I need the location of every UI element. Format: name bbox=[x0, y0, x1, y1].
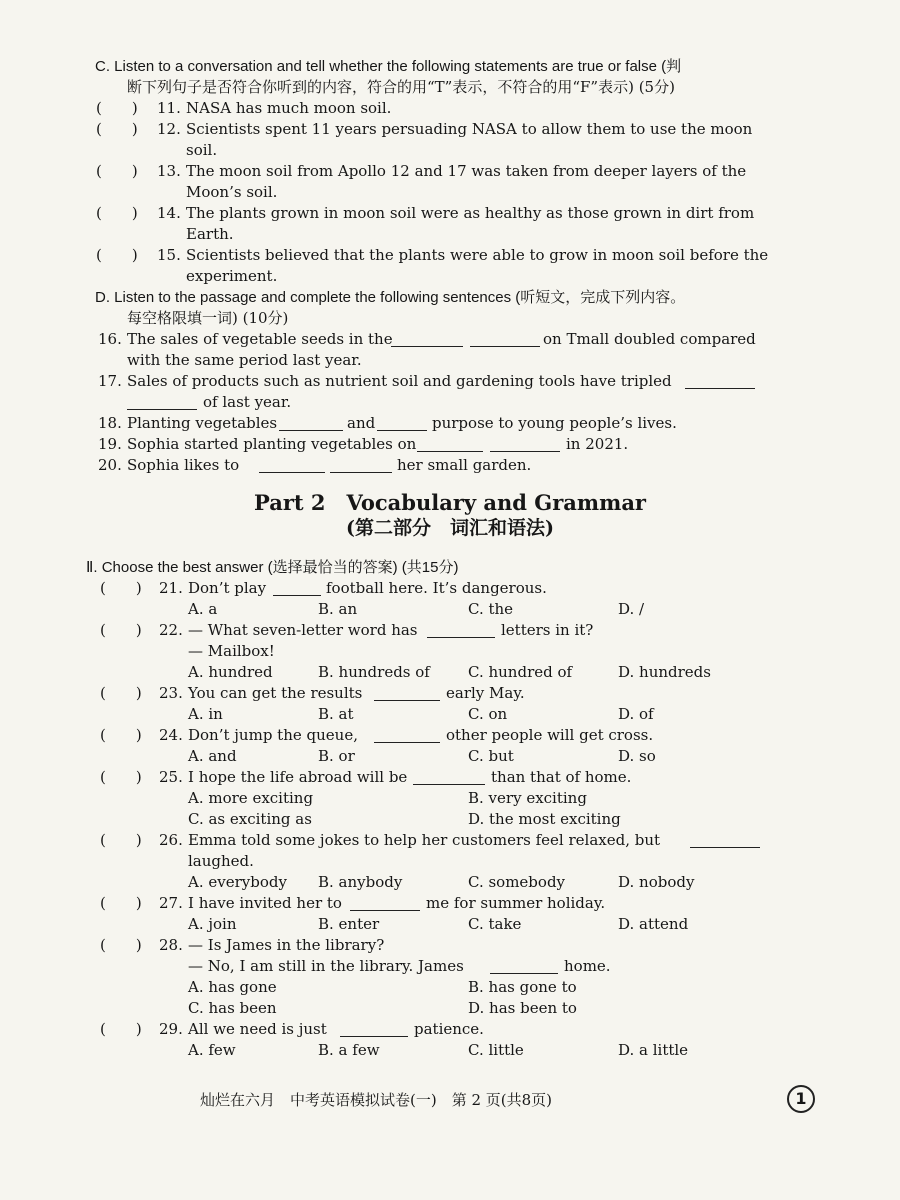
question-29-options bbox=[0, 1040, 900, 1061]
answer-blank[interactable] bbox=[330, 457, 392, 473]
option-c[interactable]: C. the bbox=[468, 600, 514, 618]
option-d[interactable]: D. attend bbox=[618, 915, 689, 933]
option-c[interactable]: C. but bbox=[468, 747, 514, 765]
question-25-options-row2 bbox=[0, 809, 900, 830]
question-19: 19. Sophia started planting vegetables on in 2021. bbox=[98, 435, 629, 453]
answer-bracket[interactable]: ( ) bbox=[96, 99, 138, 117]
option-c[interactable]: C. little bbox=[468, 1041, 524, 1059]
page-circle-number: 1 bbox=[787, 1085, 815, 1113]
section-d-heading-cont: 每空格限填一词) (10分) bbox=[127, 309, 289, 327]
answer-blank[interactable] bbox=[413, 769, 485, 785]
option-b[interactable]: B. very exciting bbox=[468, 789, 587, 807]
answer-blank[interactable] bbox=[490, 958, 558, 974]
answer-bracket[interactable]: ( ) bbox=[96, 204, 138, 222]
option-d[interactable]: D. a little bbox=[618, 1041, 689, 1059]
question-28-options-row1 bbox=[0, 977, 900, 998]
option-a[interactable]: A. in bbox=[188, 705, 223, 723]
answer-blank[interactable] bbox=[685, 373, 755, 389]
question-17: 17. Sales of products such as nutrient soil and gardening tools have tripled bbox=[0, 371, 900, 392]
answer-blank[interactable] bbox=[127, 394, 197, 410]
question-13: ( ) 13. The moon soil from Apollo 12 and 17 was taken from deeper layers of the bbox=[96, 162, 747, 180]
option-a[interactable]: A. hundred bbox=[188, 663, 273, 681]
question-14: ( ) 14. The plants grown in moon soil were as healthy as those grown in dirt from bbox=[96, 204, 755, 222]
answer-blank[interactable] bbox=[391, 331, 463, 347]
question-27-options bbox=[0, 914, 900, 935]
question-15-cont: experiment. bbox=[186, 267, 278, 285]
option-c[interactable]: C. hundred of bbox=[468, 663, 573, 681]
question-15: ( ) 15. Scientists believed that the plants were able to grow in moon soil before the bbox=[96, 246, 769, 264]
option-d[interactable]: D. of bbox=[618, 705, 654, 723]
answer-blank[interactable] bbox=[377, 415, 427, 431]
answer-bracket[interactable]: ( ) bbox=[96, 246, 138, 264]
option-d[interactable]: D. hundreds bbox=[618, 663, 711, 681]
question-25: ( ) 25. I hope the life abroad will be than that of home. bbox=[100, 768, 632, 786]
question-23: ( ) 23. You can get the results early May. bbox=[100, 684, 525, 702]
option-d[interactable]: D. / bbox=[618, 600, 645, 618]
question-20: 20. Sophia likes to her small garden. bbox=[98, 456, 532, 474]
answer-bracket[interactable]: ( ) bbox=[100, 936, 142, 954]
answer-bracket[interactable]: ( ) bbox=[100, 621, 142, 639]
answer-blank[interactable] bbox=[470, 331, 540, 347]
answer-blank[interactable] bbox=[259, 457, 325, 473]
option-c[interactable]: C. as exciting as bbox=[188, 810, 312, 828]
answer-bracket[interactable]: ( ) bbox=[96, 162, 138, 180]
question-26-options bbox=[0, 872, 900, 893]
question-12: ( ) 12. Scientists spent 11 years persuading NASA to allow them to use the moon bbox=[96, 120, 753, 138]
question-11: ( ) 11. NASA has much moon soil. bbox=[96, 99, 392, 117]
option-c[interactable]: C. on bbox=[468, 705, 508, 723]
option-b[interactable]: B. or bbox=[318, 747, 355, 765]
option-a[interactable]: A. more exciting bbox=[188, 789, 314, 807]
answer-blank[interactable] bbox=[340, 1021, 408, 1037]
option-d[interactable]: D. so bbox=[618, 747, 656, 765]
page-footer: 灿烂在六月 中考英语模拟试卷(一) 第 2 页(共8页) bbox=[200, 1091, 553, 1109]
question-21-options bbox=[0, 599, 900, 620]
option-b[interactable]: B. at bbox=[318, 705, 354, 723]
question-17-cont: of last year. bbox=[0, 392, 900, 413]
question-13-cont: Moon’s soil. bbox=[186, 183, 278, 201]
question-16: 16. The sales of vegetable seeds in the on Tmall doubled compared bbox=[98, 330, 756, 348]
answer-bracket[interactable]: ( ) bbox=[100, 1020, 142, 1038]
section-d-heading: D. Listen to the passage and complete the following sentences (听短文，完成下列内容。 bbox=[95, 289, 686, 306]
option-a[interactable]: A. few bbox=[188, 1041, 236, 1059]
question-24: ( ) 24. Don’t jump the queue, other people will get cross. bbox=[100, 726, 654, 744]
option-a[interactable]: A. has gone bbox=[188, 978, 277, 996]
section-c-heading: C. Listen to a conversation and tell whether the following statements are true or false (判 bbox=[95, 58, 682, 75]
question-22-options bbox=[0, 662, 900, 683]
option-d[interactable]: D. nobody bbox=[618, 873, 695, 891]
answer-bracket[interactable]: ( ) bbox=[96, 120, 138, 138]
answer-blank[interactable] bbox=[350, 895, 420, 911]
option-a[interactable]: A. and bbox=[188, 747, 237, 765]
option-a[interactable]: A. a bbox=[188, 600, 218, 618]
option-c[interactable]: C. somebody bbox=[468, 873, 566, 891]
answer-bracket[interactable]: ( ) bbox=[100, 726, 142, 744]
question-22: ( ) 22. — What seven-letter word has letters in it? bbox=[100, 621, 594, 639]
question-22-cont: — Mailbox! bbox=[188, 642, 275, 660]
question-24-options bbox=[0, 746, 900, 767]
answer-blank[interactable] bbox=[417, 436, 483, 452]
option-c[interactable]: C. take bbox=[468, 915, 522, 933]
question-29: ( ) 29. All we need is just patience. bbox=[100, 1020, 484, 1038]
answer-bracket[interactable]: ( ) bbox=[100, 684, 142, 702]
question-28-cont: — No, I am still in the library. James home. bbox=[188, 957, 611, 975]
answer-blank[interactable] bbox=[427, 622, 495, 638]
question-14-cont: Earth. bbox=[186, 225, 234, 243]
option-b[interactable]: B. an bbox=[318, 600, 358, 618]
part-2-subtitle: (第二部分 词汇和语法) bbox=[346, 517, 554, 539]
option-b[interactable]: B. a few bbox=[318, 1041, 380, 1059]
option-c[interactable]: C. has been bbox=[188, 999, 277, 1017]
question-16-cont: with the same period last year. bbox=[127, 351, 362, 369]
option-b[interactable]: B. anybody bbox=[318, 873, 403, 891]
question-28-options-row2 bbox=[0, 998, 900, 1019]
section-c-heading-cont: 断下列句子是否符合你听到的内容，符合的用“T”表示，不符合的用“F”表示) (5分) bbox=[127, 78, 675, 96]
question-21: ( ) 21. Don’t play football here. It’s dangerous. bbox=[100, 579, 547, 597]
answer-bracket[interactable]: ( ) bbox=[100, 894, 142, 912]
answer-blank[interactable] bbox=[374, 727, 440, 743]
option-d[interactable]: D. has been to bbox=[468, 999, 577, 1017]
question-18: 18. Planting vegetables and purpose to young people’s lives. bbox=[98, 414, 677, 432]
question-25-options-row1 bbox=[0, 788, 900, 809]
option-b[interactable]: B. has gone to bbox=[468, 978, 577, 996]
option-d[interactable]: D. the most exciting bbox=[468, 810, 621, 828]
option-b[interactable]: B. enter bbox=[318, 915, 380, 933]
question-23-options bbox=[0, 704, 900, 725]
answer-blank[interactable] bbox=[279, 415, 343, 431]
question-26-cont: laughed. bbox=[188, 852, 254, 870]
answer-bracket[interactable]: ( ) bbox=[100, 768, 142, 786]
option-b[interactable]: B. hundreds of bbox=[318, 663, 430, 681]
question-26: ( ) 26. Emma told some jokes to help her customers feel relaxed, but bbox=[0, 830, 900, 851]
question-27: ( ) 27. I have invited her to me for summer holiday. bbox=[100, 894, 606, 912]
answer-blank[interactable] bbox=[374, 685, 440, 701]
option-a[interactable]: A. everybody bbox=[188, 873, 287, 891]
option-a[interactable]: A. join bbox=[188, 915, 237, 933]
part-2-title: Part 2 Vocabulary and Grammar bbox=[254, 490, 646, 515]
answer-bracket[interactable]: ( ) bbox=[100, 831, 142, 849]
question-12-cont: soil. bbox=[186, 141, 218, 159]
answer-blank[interactable] bbox=[490, 436, 560, 452]
answer-bracket[interactable]: ( ) bbox=[100, 579, 142, 597]
answer-blank[interactable] bbox=[690, 832, 760, 848]
section-ii-heading: Ⅱ. Choose the best answer (选择最恰当的答案) (共15分) bbox=[86, 559, 459, 576]
question-28: ( ) 28. — Is James in the library? bbox=[100, 936, 385, 954]
answer-blank[interactable] bbox=[273, 580, 321, 596]
